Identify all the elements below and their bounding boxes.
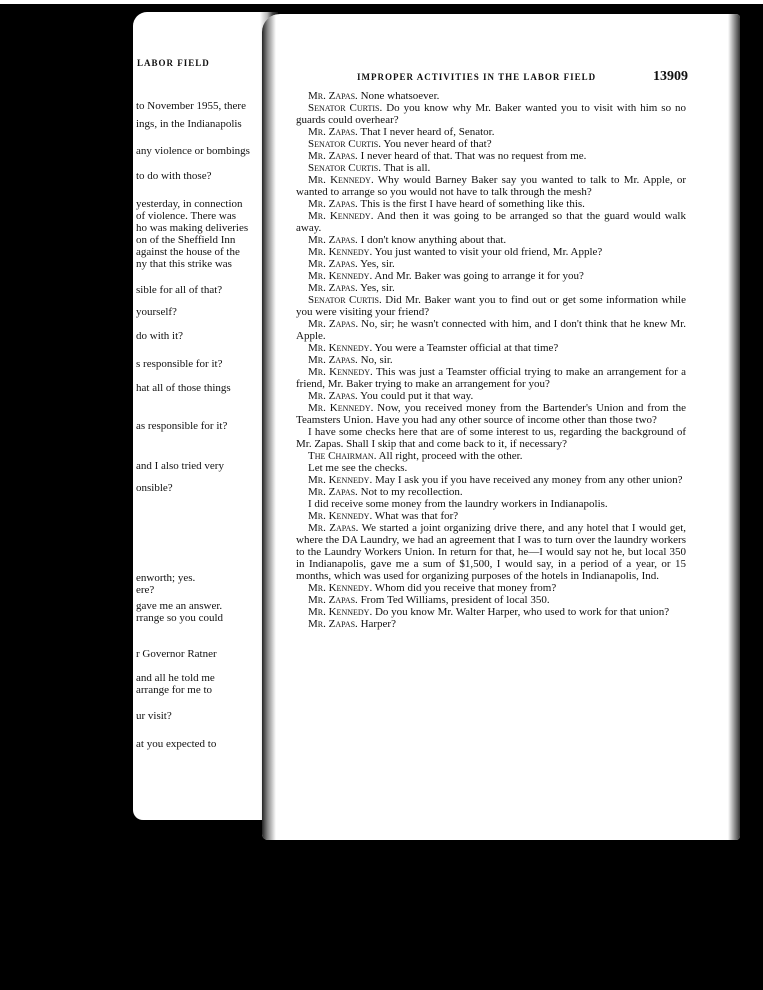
- transcript-paragraph: [296, 354, 686, 366]
- speaker-name: Senator Curtis.: [308, 138, 381, 150]
- speech-text: Not to my recollection.: [360, 486, 463, 498]
- speaker-name: Mr. Zapas.: [308, 486, 358, 498]
- transcript-paragraph: [296, 450, 686, 462]
- left-page-line: at you expected to: [136, 738, 217, 750]
- scan-top-strip: [0, 0, 763, 4]
- speech-text: This is the first I have heard of something like this.: [360, 198, 585, 210]
- speaker-name: Mr. Kennedy.: [308, 270, 373, 282]
- speaker-name: Mr. Kennedy.: [308, 474, 373, 486]
- speech-text: That is all.: [383, 162, 431, 174]
- left-page-line: and I also tried very: [136, 460, 224, 472]
- left-page-line: of violence. There was: [136, 210, 236, 222]
- transcript-paragraph: [296, 246, 686, 258]
- speech-text: Did Mr. Baker want you to find out or get some information while you were visiting your friend?: [296, 294, 686, 318]
- left-page-line: s responsible for it?: [136, 358, 223, 370]
- speech-text: What was that for?: [374, 510, 459, 522]
- speaker-name: Mr. Kennedy.: [308, 582, 373, 594]
- transcript-paragraph: [296, 318, 686, 342]
- transcript-paragraph: [296, 498, 686, 510]
- speaker-name: Mr. Kennedy.: [308, 210, 374, 222]
- speaker-name: Senator Curtis.: [308, 162, 381, 174]
- left-page-line: to November 1955, there: [136, 100, 246, 112]
- speaker-name: Mr. Kennedy.: [308, 174, 374, 186]
- transcript-paragraph: [296, 606, 686, 618]
- transcript-paragraph: [296, 486, 686, 498]
- speaker-name: Senator Curtis.: [308, 102, 383, 114]
- transcript-paragraph: [296, 150, 686, 162]
- left-page-line: to do with those?: [136, 170, 212, 182]
- left-page-line: ere?: [136, 584, 155, 596]
- speech-text: Harper?: [360, 618, 396, 630]
- left-page-line: yesterday, in connection: [136, 198, 243, 210]
- transcript-paragraph: [296, 198, 686, 210]
- left-page-line: r Governor Ratner: [136, 648, 217, 660]
- speaker-name: Mr. Zapas.: [308, 282, 358, 294]
- right-page-edge: [728, 14, 740, 840]
- left-page-line: do with it?: [136, 330, 184, 342]
- speaker-name: Mr. Kennedy.: [308, 510, 373, 522]
- speech-text: Do you know why Mr. Baker wanted you to visit with him so no guards could overhear?: [296, 102, 687, 126]
- transcript-paragraph: [296, 126, 686, 138]
- speaker-name: Mr. Kennedy.: [308, 606, 373, 618]
- left-running-head: LABOR FIELD: [137, 58, 210, 68]
- transcript-paragraph: [296, 510, 686, 522]
- left-page-line: enworth; yes.: [136, 572, 196, 584]
- speech-text: I don't know anything about that.: [360, 234, 507, 246]
- left-page-line: gave me an answer.: [136, 600, 223, 612]
- transcript-paragraph: [296, 402, 686, 426]
- left-page-line: against the house of the: [136, 246, 240, 258]
- speech-text: I did receive some money from the laundry workers in Indianapolis.: [308, 498, 608, 510]
- speech-text: You were a Teamster official at that time?: [374, 342, 559, 354]
- transcript-paragraph: [296, 234, 686, 246]
- transcript-paragraph: [296, 138, 686, 150]
- transcript-paragraph: [296, 582, 686, 594]
- speech-text: Why would Barney Baker say you wanted to talk to Mr. Apple, or wanted to arrange so you would not have to talk through the mesh?: [296, 174, 686, 198]
- left-page-line: onsible?: [136, 482, 173, 494]
- speech-text: You could put it that way.: [360, 390, 474, 402]
- speaker-name: Mr. Zapas.: [308, 198, 358, 210]
- transcript-paragraph: [296, 282, 686, 294]
- left-page-line: arrange for me to: [136, 684, 213, 696]
- speaker-name: Mr. Kennedy.: [308, 402, 374, 414]
- transcript-paragraph: [296, 462, 686, 474]
- left-page-line: and all he told me: [136, 672, 215, 684]
- speech-text: You never heard of that?: [383, 138, 492, 150]
- speaker-name: Mr. Zapas.: [308, 594, 358, 606]
- speech-text: From Ted Williams, president of local 350.: [360, 594, 550, 606]
- speaker-name: Mr. Zapas.: [308, 522, 359, 534]
- speaker-name: Mr. Kennedy.: [308, 342, 373, 354]
- speech-text: No, sir.: [360, 354, 393, 366]
- speech-text: This was just a Teamster official trying to make an arrangement for a friend, Mr. Baker trying to make an arrangement for you?: [296, 366, 686, 390]
- transcript-paragraph: [296, 162, 686, 174]
- left-page-line: hat all of those things: [136, 382, 231, 394]
- transcript-paragraph: [296, 594, 686, 606]
- speaker-name: Mr. Zapas.: [308, 618, 358, 630]
- speaker-name: Mr. Zapas.: [308, 354, 358, 366]
- transcript-paragraph: [296, 294, 686, 318]
- speech-text: Yes, sir.: [360, 258, 395, 270]
- speaker-name: Mr. Zapas.: [308, 234, 358, 246]
- speaker-name: Mr. Kennedy.: [308, 246, 373, 258]
- speech-text: Do you know Mr. Walter Harper, who used to work for that union?: [374, 606, 670, 618]
- right-page: [262, 14, 740, 840]
- speech-text: And then it was going to be arranged so that the guard would walk away.: [296, 210, 686, 234]
- left-page-line: ny that this strike was: [136, 258, 232, 270]
- speech-text: Yes, sir.: [360, 282, 395, 294]
- transcript-paragraph: [296, 426, 686, 450]
- left-page-line: yourself?: [136, 306, 177, 318]
- speech-text: Whom did you receive that money from?: [374, 582, 557, 594]
- speech-text: All right, proceed with the other.: [378, 450, 523, 462]
- speech-text: I never heard of that. That was no request from me.: [360, 150, 587, 162]
- speaker-name: Mr. Zapas.: [308, 150, 358, 162]
- speech-text: We started a joint organizing drive there, and any hotel that I would get, where the DA Laundry, we had an agreement that I was to turn over the laundry workers to the Laundry Workers Union. In return for that, he—I would say not he, but local 350 in Indianapolis, gave me a sum of $1,500, I would say, in a period of a year, or 15 months, which was used for organizing purposes of the hotels in Indianapolis, Ind.: [296, 522, 686, 582]
- speech-text: None whatsoever.: [360, 90, 440, 102]
- left-page-line: ur visit?: [136, 710, 172, 722]
- speech-text: I have some checks here that are of some interest to us, regarding the background of Mr. Zapas. Shall I skip that and come back to it, if necessary?: [296, 426, 686, 450]
- transcript-paragraph: [296, 474, 686, 486]
- right-page-gutter: [262, 14, 276, 840]
- transcript-paragraph: [296, 390, 686, 402]
- speaker-name: Mr. Zapas.: [308, 90, 358, 102]
- speaker-name: Mr. Zapas.: [308, 318, 359, 330]
- left-page-line: rrange so you could: [136, 612, 224, 624]
- transcript-body: [296, 90, 686, 630]
- transcript-paragraph: [296, 258, 686, 270]
- speech-text: You just wanted to visit your old friend, Mr. Apple?: [374, 246, 603, 258]
- running-head: IMPROPER ACTIVITIES IN THE LABOR FIELD: [357, 72, 597, 82]
- left-page-line: ho was making deliveries: [136, 222, 249, 234]
- transcript-paragraph: [296, 366, 686, 390]
- transcript-paragraph: [296, 174, 686, 198]
- speaker-name: Mr. Zapas.: [308, 258, 358, 270]
- speech-text: And Mr. Baker was going to arrange it for you?: [374, 270, 584, 282]
- transcript-paragraph: [296, 270, 686, 282]
- page-number: 13909: [653, 69, 688, 84]
- left-page-line: as responsible for it?: [136, 420, 228, 432]
- speech-text: No, sir; he wasn't connected with him, and I don't think that he knew Mr. Apple.: [296, 318, 686, 342]
- transcript-paragraph: [296, 342, 686, 354]
- speech-text: Now, you received money from the Bartender's Union and from the Teamsters Union. Have you had any other source of income other than those two?: [296, 402, 686, 426]
- transcript-paragraph: [296, 102, 686, 126]
- speaker-name: The Chairman.: [308, 450, 377, 462]
- speaker-name: Mr. Zapas.: [308, 390, 358, 402]
- transcript-paragraph: [296, 522, 686, 582]
- left-page-line: sible for all of that?: [136, 284, 223, 296]
- speech-text: Let me see the checks.: [308, 462, 408, 474]
- left-page-line: on of the Sheffield Inn: [136, 234, 236, 246]
- left-page-line: ings, in the Indianapolis: [136, 118, 242, 130]
- speech-text: May I ask you if you have received any money from any other union?: [374, 474, 683, 486]
- left-page-line: any violence or bombings: [136, 145, 250, 157]
- speech-text: That I never heard of, Senator.: [360, 126, 495, 138]
- left-page: [133, 12, 278, 820]
- transcript-paragraph: [296, 618, 686, 630]
- transcript-paragraph: [296, 210, 686, 234]
- speaker-name: Mr. Zapas.: [308, 126, 358, 138]
- speaker-name: Senator Curtis.: [308, 294, 382, 306]
- transcript-paragraph: [296, 90, 686, 102]
- speaker-name: Mr. Kennedy.: [308, 366, 373, 378]
